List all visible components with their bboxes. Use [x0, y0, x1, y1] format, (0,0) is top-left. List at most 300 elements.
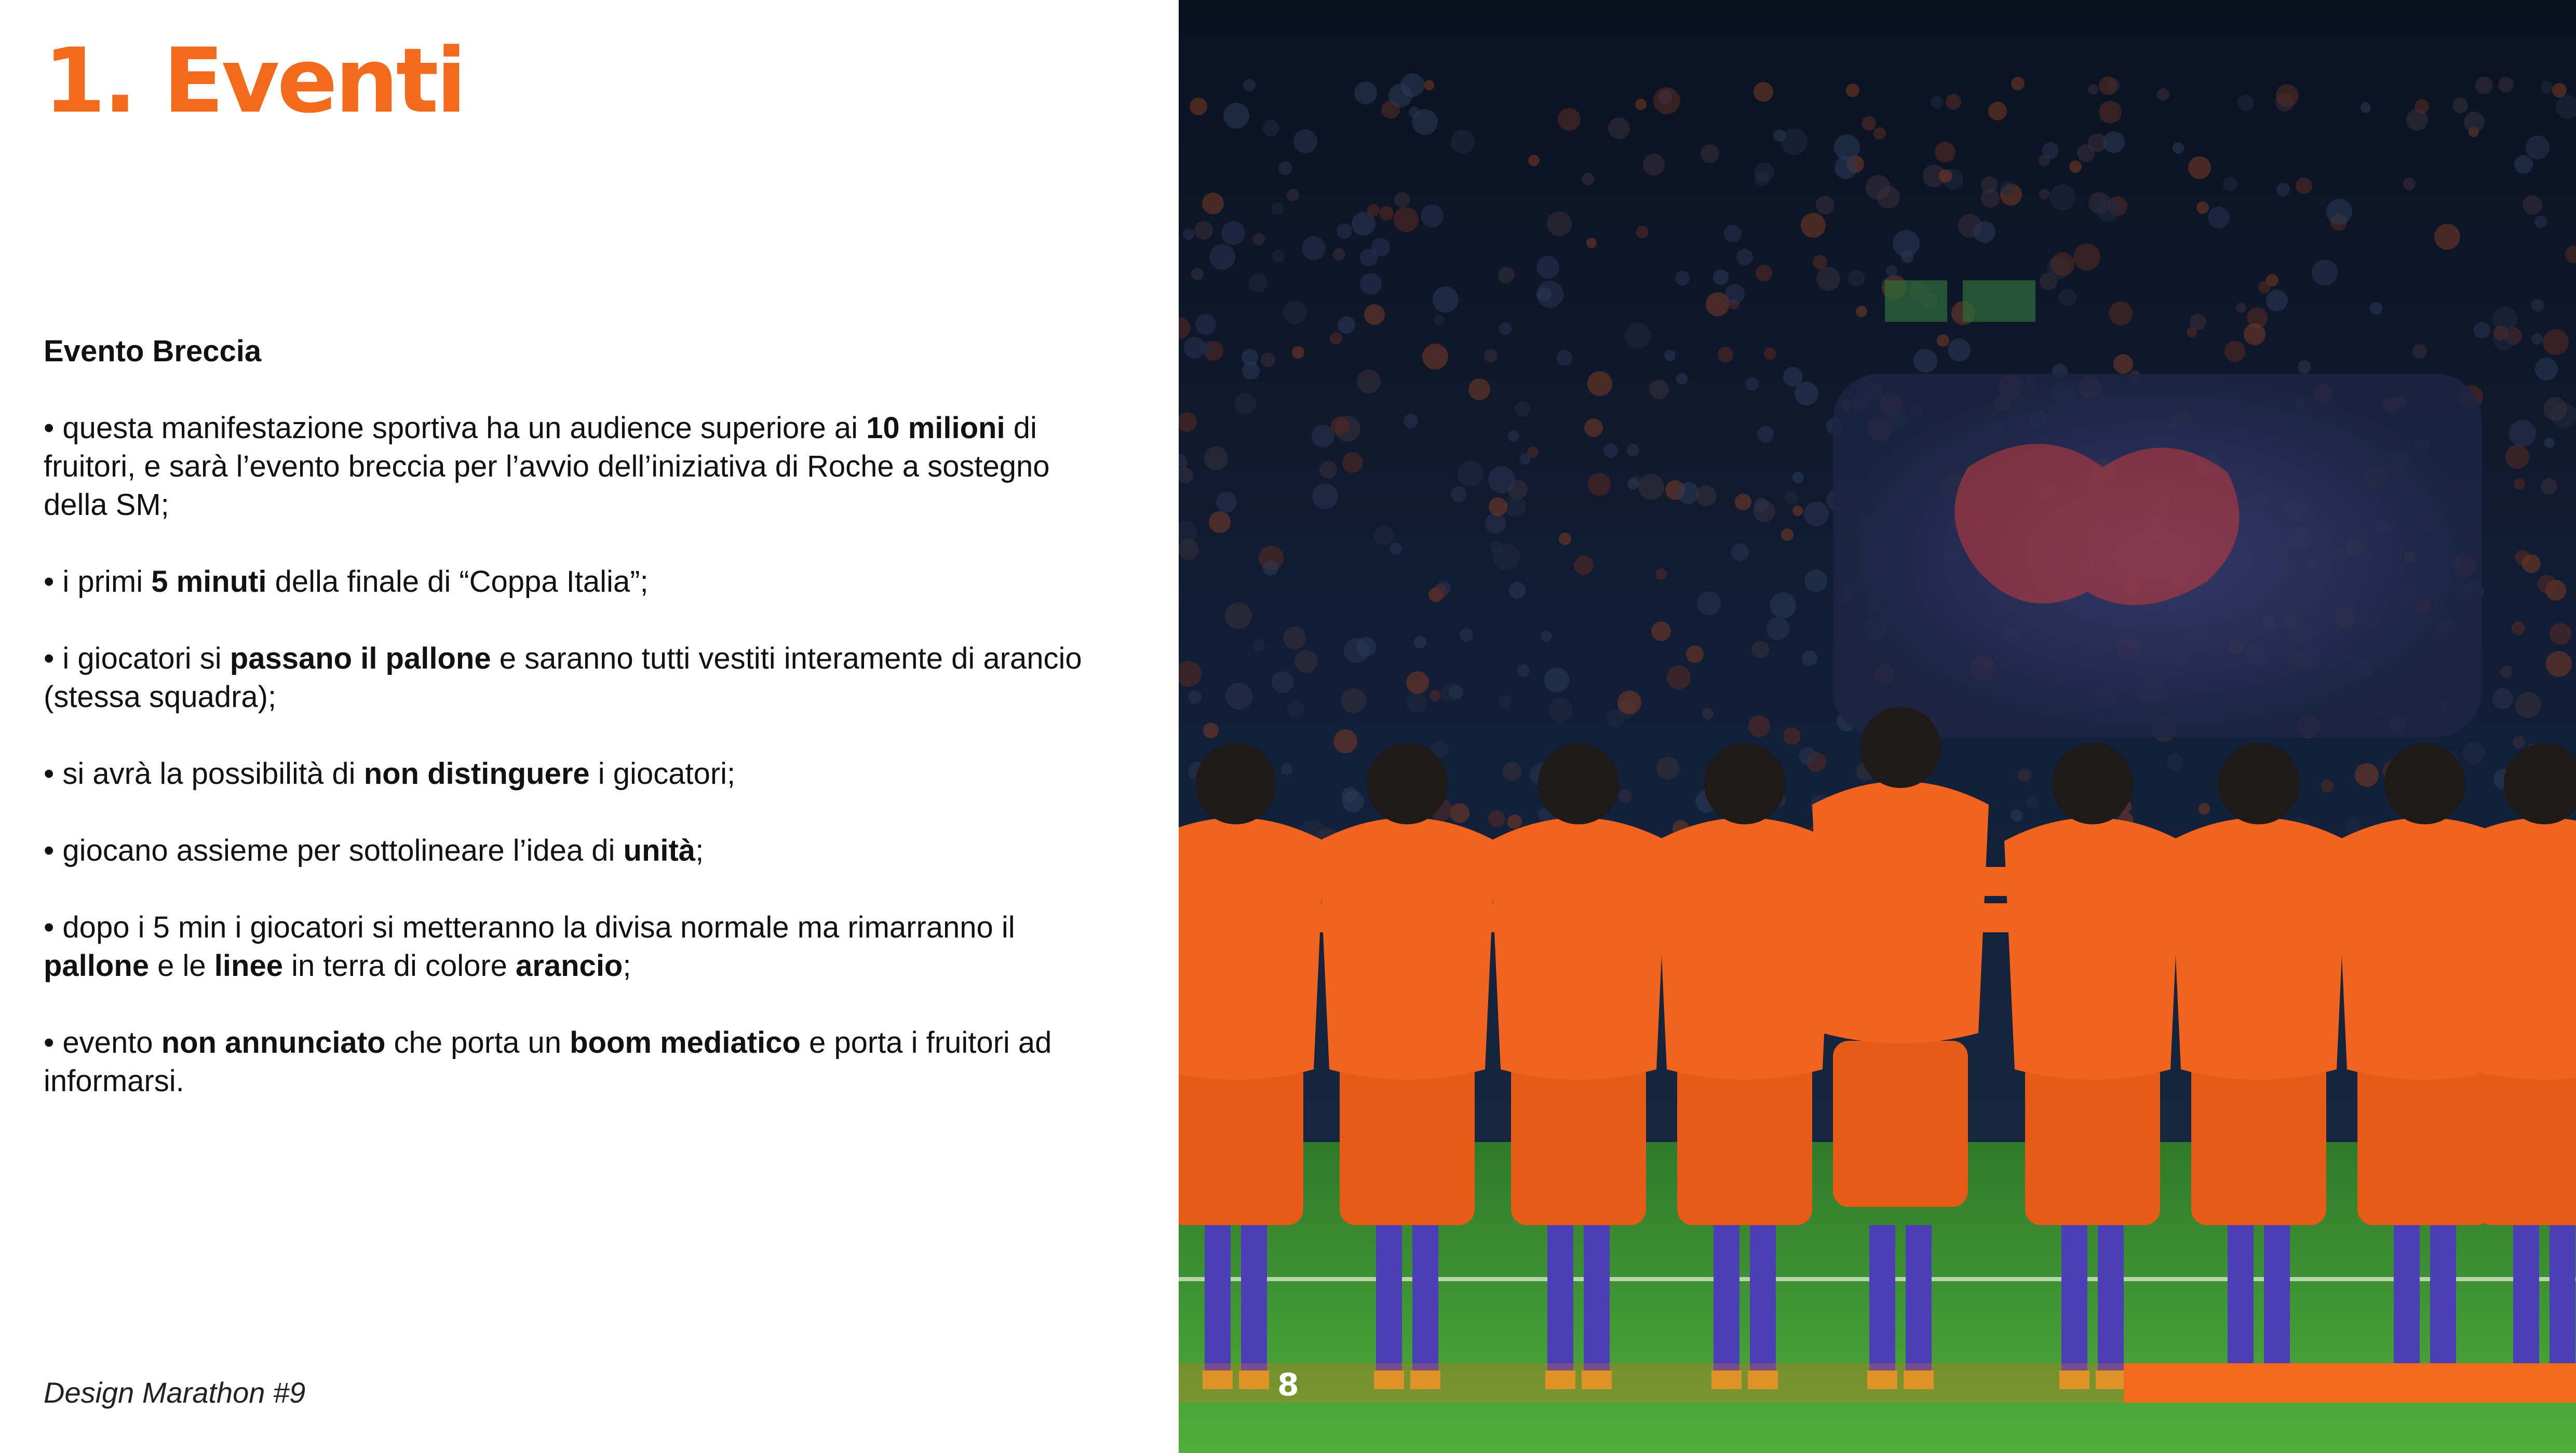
crowd-figure: [1283, 627, 1306, 649]
crowd-figure: [1498, 267, 1515, 283]
page-number: 8: [1277, 1367, 1299, 1403]
bullet-item: [44, 409, 1082, 524]
crowd-figure: [2113, 354, 2133, 374]
crowd-figure: [2244, 323, 2265, 345]
crowd-figure: [1342, 452, 1363, 473]
crowd-figure: [1271, 202, 1284, 215]
crowd-figure: [1745, 377, 1759, 391]
crowd-figure: [1801, 213, 1826, 238]
crowd-figure: [1252, 233, 1265, 246]
crowd-figure: [1677, 482, 1699, 504]
crowd-figure: [1724, 225, 1742, 242]
crowd-figure: [1287, 700, 1304, 717]
crowd-figure: [1281, 764, 1292, 775]
crowd-figure: [2049, 184, 2075, 210]
crowd-figure: [2258, 281, 2271, 293]
crowd-figure: [1433, 287, 1459, 313]
crowd-figure: [2522, 554, 2541, 573]
crowd-figure: [1931, 96, 1943, 108]
crowd-figure: [1508, 430, 1519, 442]
bullet-emphasis: linee: [214, 949, 283, 983]
crowd-figure: [1848, 270, 1865, 287]
bullet-text: si avrà la possibilità di: [54, 757, 364, 791]
bullet-emphasis: 5 minuti: [151, 565, 267, 599]
crowd-figure: [2011, 809, 2023, 822]
bullet-item: [44, 1024, 1082, 1101]
crowd-figure: [2236, 303, 2246, 313]
crowd-figure: [1541, 631, 1552, 642]
crowd-figure: [2196, 201, 2209, 214]
crowd-figure: [1234, 393, 1256, 415]
crowd-figure: [2370, 302, 2382, 315]
crowd-figure: [1736, 249, 1753, 265]
crowd-figure: [2462, 742, 2485, 765]
bullet-emphasis: 10 milioni: [866, 411, 1005, 445]
player-boot: [2262, 1370, 2292, 1389]
crowd-figure: [1519, 453, 1531, 465]
crowd-figure: [1499, 695, 1512, 708]
crowd-figure: [1656, 757, 1679, 780]
crowd-figure: [1643, 154, 1665, 175]
crowd-figure: [1390, 542, 1402, 555]
crowd-figure: [1862, 116, 1876, 131]
crowd-figure: [1354, 82, 1377, 104]
bullet-emphasis: non distinguere: [363, 757, 590, 791]
crowd-figure: [1507, 814, 1522, 829]
crowd-figure: [2190, 314, 2206, 330]
crowd-figure: [2526, 135, 2550, 159]
crowd-figure: [2534, 215, 2547, 228]
player-shirt: [2456, 818, 2576, 1080]
crowd-figure: [1209, 511, 1231, 533]
player-shirt: [1319, 818, 1495, 1080]
crowd-figure: [1913, 349, 1937, 373]
bullet-text: ;: [623, 949, 631, 983]
team-photo-illustration: [1179, 0, 2576, 1453]
crowd-figure: [1939, 169, 1952, 183]
crowd-figure: [2531, 299, 2544, 311]
crowd-figure: [1504, 495, 1526, 517]
player-boot: [1374, 1370, 1404, 1389]
crowd-figure: [1360, 273, 1382, 295]
crowd-figure: [1341, 688, 1366, 713]
crowd-figure: [1302, 236, 1326, 260]
crowd-figure: [2464, 112, 2485, 132]
bullet-marker: •: [44, 411, 55, 445]
crowd-figure: [1773, 129, 1786, 142]
crowd-figure: [1586, 238, 1597, 248]
crowd-figure: [1203, 723, 1219, 738]
bullet-item: [44, 640, 1082, 716]
crowd-figure: [2276, 84, 2299, 107]
crowd-figure: [1617, 690, 1641, 714]
crowd-figure: [1608, 117, 1630, 139]
crowd-figure: [2059, 289, 2076, 306]
crowd-figure: [1816, 196, 1835, 214]
crowd-figure: [1337, 223, 1352, 239]
player-shorts: [2025, 1059, 2160, 1225]
crowd-figure: [2173, 142, 2184, 154]
bullet-item: [44, 908, 1082, 985]
crowd-figure: [1261, 352, 1275, 367]
crowd-figure: [1488, 810, 1505, 827]
crowd-figure: [1766, 617, 1789, 640]
crowd-figure: [1225, 602, 1252, 629]
crowd-figure: [1432, 585, 1447, 599]
crowd-figure: [1319, 461, 1337, 479]
crowd-figure: [1754, 498, 1769, 512]
crowd-figure: [1223, 103, 1249, 129]
crowd-figure: [2157, 88, 2169, 101]
crowd-figure: [2543, 329, 2569, 355]
crowd-figure: [1509, 582, 1526, 599]
crowd-figure: [1558, 108, 1581, 131]
crowd-figure: [1676, 373, 1688, 385]
lion-emblem: [1954, 444, 2239, 605]
player-shorts: [1340, 1059, 1475, 1225]
player-boot: [2096, 1370, 2126, 1389]
crowd-figure: [2039, 189, 2049, 199]
crowd-figure: [2543, 397, 2567, 421]
crowd-figure: [1544, 668, 1569, 692]
crowd-figure: [1414, 636, 1426, 648]
crowd-figure: [2514, 478, 2525, 490]
crowd-figure: [2077, 144, 2095, 162]
crowd-figure: [1312, 425, 1334, 447]
crowd-figure: [2498, 77, 2514, 92]
crowd-figure: [2434, 224, 2460, 250]
crowd-figure: [1517, 664, 1530, 677]
crowd-figure: [1216, 492, 1237, 512]
crowd-figure: [1835, 156, 1857, 179]
crowd-figure: [1701, 144, 1719, 163]
crowd-figure: [1582, 173, 1594, 185]
crowd-figure: [1293, 129, 1317, 153]
bullet-text: di fruitori, e sarà l’evento breccia per l’avvio dell’iniziativa di Roche a sostegno della SM;: [44, 411, 1050, 522]
crowd-figure: [1653, 87, 1680, 114]
player-boot: [1545, 1370, 1575, 1389]
crowd-figure: [1204, 446, 1228, 470]
crowd-figure: [2321, 780, 2334, 792]
crowd-figure: [1338, 316, 1355, 334]
crowd-figure: [1588, 473, 1611, 496]
crowd-figure: [1764, 347, 1776, 360]
crowd-figure: [1548, 698, 1572, 722]
player-head: [2052, 743, 2133, 824]
crowd-figure: [1503, 762, 1521, 781]
crowd-figure: [1484, 349, 1498, 362]
crowd-figure: [1627, 444, 1639, 456]
player-sock: [2430, 1225, 2456, 1370]
crowd-figure: [2026, 795, 2039, 809]
bullet-text: evento: [54, 1026, 161, 1060]
crowd-figure: [1183, 228, 1194, 240]
bullet-emphasis: boom mediatico: [570, 1026, 801, 1060]
crowd-figure: [1735, 494, 1751, 510]
crowd-figure: [1638, 474, 1664, 500]
crowd-figure: [1460, 628, 1473, 642]
bullet-text: giocano assieme per sottolineare l’idea di: [54, 834, 624, 867]
bullet-marker: •: [44, 757, 55, 791]
crowd-figure: [2514, 155, 2533, 174]
crowd-figure: [1536, 281, 1563, 308]
bullet-text: della finale di “Coppa Italia”;: [266, 565, 649, 599]
player-head: [2218, 743, 2299, 824]
crowd-figure: [1988, 102, 2007, 120]
player-sock: [1714, 1225, 1739, 1370]
bullet-item: [44, 563, 1082, 601]
crowd-figure: [2531, 333, 2543, 345]
bullet-emphasis: pallone: [44, 949, 150, 983]
crowd-figure: [1388, 84, 1412, 107]
crowd-figure: [1287, 189, 1299, 201]
bullet-marker: •: [44, 642, 55, 675]
player-sock: [2264, 1225, 2290, 1370]
player-boot: [1410, 1370, 1440, 1389]
crowd-figure: [2276, 183, 2290, 196]
player-sock: [1584, 1225, 1610, 1370]
crowd-figure: [2500, 666, 2513, 678]
player-shirt: [1490, 818, 1667, 1080]
crowd-figure: [1799, 747, 1816, 765]
crowd-figure: [1409, 106, 1420, 118]
crowd-figure: [1804, 569, 1827, 592]
crowd-figure: [1935, 142, 1955, 162]
crowd-figure: [2513, 736, 2525, 749]
player-head: [1195, 743, 1276, 824]
text-body: [44, 332, 1082, 1139]
crowd-figure: [1619, 790, 1632, 803]
crowd-figure: [1263, 120, 1279, 137]
player-shirt: [1656, 818, 1833, 1080]
player-sock: [1906, 1225, 1932, 1370]
player-shorts: [2191, 1059, 2326, 1225]
crowd-figure: [1441, 683, 1460, 701]
crowd-figure: [1748, 715, 1770, 737]
crowd-figure: [1937, 334, 1949, 347]
crowd-figure: [2096, 198, 2120, 222]
crowd-figure: [1292, 346, 1304, 359]
crowd-figure: [2088, 84, 2098, 94]
player-sock: [2228, 1225, 2254, 1370]
player-shorts: [1677, 1059, 1812, 1225]
scoreboard-light: [1885, 280, 1947, 322]
bullet-emphasis: arancio: [516, 949, 623, 983]
player-head: [2384, 743, 2465, 824]
player-shorts: [2357, 1059, 2492, 1225]
crowd-figure: [1649, 379, 1669, 399]
crowd-figure: [1635, 99, 1647, 110]
crowd-figure: [1625, 323, 1651, 349]
bullet-text: dopo i 5 min i giocatori si metteranno la divisa normale ma rimarranno il: [54, 911, 1015, 944]
crowd-figure: [1757, 426, 1774, 443]
crowd-figure: [1356, 637, 1376, 657]
crowd-figure: [1751, 641, 1769, 658]
player-boot: [1239, 1370, 1269, 1389]
crowd-figure: [1488, 466, 1515, 493]
team-photo: [1179, 0, 2576, 1453]
crowd-figure: [1424, 80, 1434, 90]
crowd-figure: [2208, 207, 2230, 228]
player-sock: [2550, 1225, 2575, 1370]
crowd-figure: [1946, 94, 1961, 110]
crowd-figure: [1379, 206, 1394, 221]
crowd-figure: [1367, 204, 1380, 216]
crowd-figure: [1489, 497, 1507, 516]
section-heading: Evento Breccia: [44, 334, 262, 368]
crowd-figure: [1278, 161, 1292, 175]
bullet-marker: •: [44, 834, 55, 867]
crowd-figure: [1697, 591, 1721, 615]
crowd-figure: [2109, 302, 2133, 325]
crowd-figure: [2099, 101, 2122, 124]
crowd-figure: [2474, 322, 2490, 338]
crowd-figure: [2452, 98, 2468, 113]
crowd-figure: [1756, 265, 1772, 281]
crowd-figure: [2538, 575, 2556, 593]
bullet-text: in terra di colore: [282, 949, 516, 983]
crowd-figure: [1795, 382, 1818, 405]
crowd-figure: [1485, 513, 1506, 534]
crowd-figure: [2039, 155, 2050, 166]
player-sock: [2394, 1225, 2420, 1370]
crowd-figure: [1974, 221, 1995, 243]
crowd-figure: [1783, 727, 1801, 745]
bullet-marker: •: [44, 565, 55, 599]
crowd-figure: [1371, 238, 1390, 256]
crowd-figure: [1574, 555, 1594, 575]
crowd-figure: [1404, 414, 1418, 428]
player-boot: [1904, 1370, 1934, 1389]
crowd-figure: [1243, 79, 1256, 91]
crowd-figure: [2355, 763, 2379, 787]
crowd-figure: [2069, 160, 2082, 173]
bullet-list: [44, 409, 1082, 1101]
crowd-figure: [2546, 651, 2572, 677]
crowd-figure: [2018, 768, 2031, 782]
crowd-figure: [1754, 82, 1773, 102]
crowd-figure: [1515, 401, 1530, 417]
player-shorts: [1179, 1059, 1303, 1225]
crowd-figure: [1394, 192, 1410, 208]
crowd-figure: [1188, 690, 1202, 704]
crowd-figure: [1547, 211, 1572, 236]
crowd-figure: [1655, 568, 1667, 580]
scoreboard-light: [1963, 280, 2035, 322]
crowd-figure: [1429, 690, 1441, 701]
crowd-figure: [1802, 650, 1817, 666]
player-sock: [1750, 1225, 1776, 1370]
crowd-figure: [2550, 623, 2571, 645]
bullet-item: [44, 755, 1082, 793]
crowd-figure: [2199, 803, 2210, 814]
crowd-figure: [1312, 483, 1338, 509]
crowd-figure: [1333, 248, 1345, 261]
crowd-figure: [2509, 420, 2536, 447]
crowd-figure: [2103, 131, 2125, 153]
crowd-figure: [1873, 127, 1886, 140]
crowd-figure: [2326, 199, 2352, 225]
crowd-figure: [1422, 344, 1448, 370]
player-sock: [1412, 1225, 1438, 1370]
crowd-figure: [1664, 350, 1676, 361]
player-boot: [1711, 1370, 1742, 1389]
crowd-figure: [1770, 592, 1796, 618]
player-arm: [1765, 867, 2035, 896]
bullet-text: questa manifestazione sportiva ha un audience superiore ai: [54, 411, 867, 445]
crowd-figure: [1252, 639, 1265, 651]
player-sock: [1241, 1225, 1267, 1370]
player-sock: [1547, 1225, 1573, 1370]
crowd-figure: [2099, 76, 2118, 95]
crowd-figure: [1202, 193, 1224, 214]
crowd-figure: [2000, 181, 2015, 195]
player-shorts: [2477, 1059, 2576, 1225]
player-head: [1860, 707, 1941, 788]
crowd-figure: [1225, 683, 1252, 710]
crowd-figure: [1451, 486, 1466, 502]
crowd-figure: [2541, 478, 2557, 495]
crowd-figure: [1587, 371, 1612, 396]
crowd-figure: [1627, 478, 1639, 490]
crowd-figure: [1468, 378, 1490, 400]
crowd-figure: [1294, 650, 1317, 673]
crowd-figure: [2296, 178, 2312, 194]
crowd-figure: [1200, 342, 1212, 354]
crowd-figure: [2541, 81, 2553, 93]
crowd-figure: [1342, 787, 1357, 803]
crowd-figure: [2224, 341, 2245, 362]
crowd-figure: [1636, 226, 1649, 238]
crowd-figure: [1490, 541, 1502, 553]
crowd-figure: [1651, 621, 1671, 641]
player-boot: [1203, 1370, 1233, 1389]
player-boot: [1748, 1370, 1778, 1389]
bullet-text: i giocatori;: [589, 757, 736, 791]
crowd-figure: [1536, 256, 1559, 279]
crowd-figure: [1333, 729, 1357, 753]
crowd-figure: [1755, 172, 1769, 186]
crowd-figure: [1528, 155, 1540, 166]
crowd-figure: [2298, 360, 2311, 374]
crowd-figure: [1330, 332, 1342, 345]
crowd-figure: [1877, 186, 1900, 209]
crowd-figure: [1209, 244, 1235, 270]
player-sock: [2098, 1225, 2124, 1370]
crowd-figure: [1702, 708, 1714, 719]
player-head: [1538, 743, 1619, 824]
crowd-figure: [1948, 338, 1971, 361]
crowd-figure: [1249, 274, 1267, 292]
player-head: [1704, 743, 1785, 824]
player-boot: [2428, 1370, 2458, 1389]
crowd-figure: [1667, 666, 1691, 689]
player-shirt: [2004, 818, 2181, 1080]
crowd-figure: [1407, 693, 1426, 713]
crowd-figure: [1706, 292, 1730, 316]
crowd-figure: [2051, 252, 2074, 276]
crowd-figure: [1813, 255, 1827, 269]
crowd-figure: [1981, 176, 1998, 193]
crowd-figure: [1242, 349, 1258, 365]
player-sock: [2061, 1225, 2087, 1370]
bullet-text: e saranno tutti vestiti interamente di arancio (stessa squadra);: [44, 642, 1082, 714]
crowd-figure: [1394, 207, 1419, 232]
crowd-figure: [2073, 243, 2100, 270]
crowd-figure: [1713, 269, 1729, 285]
player-head: [1367, 743, 1448, 824]
crowd-figure: [2523, 195, 2542, 215]
